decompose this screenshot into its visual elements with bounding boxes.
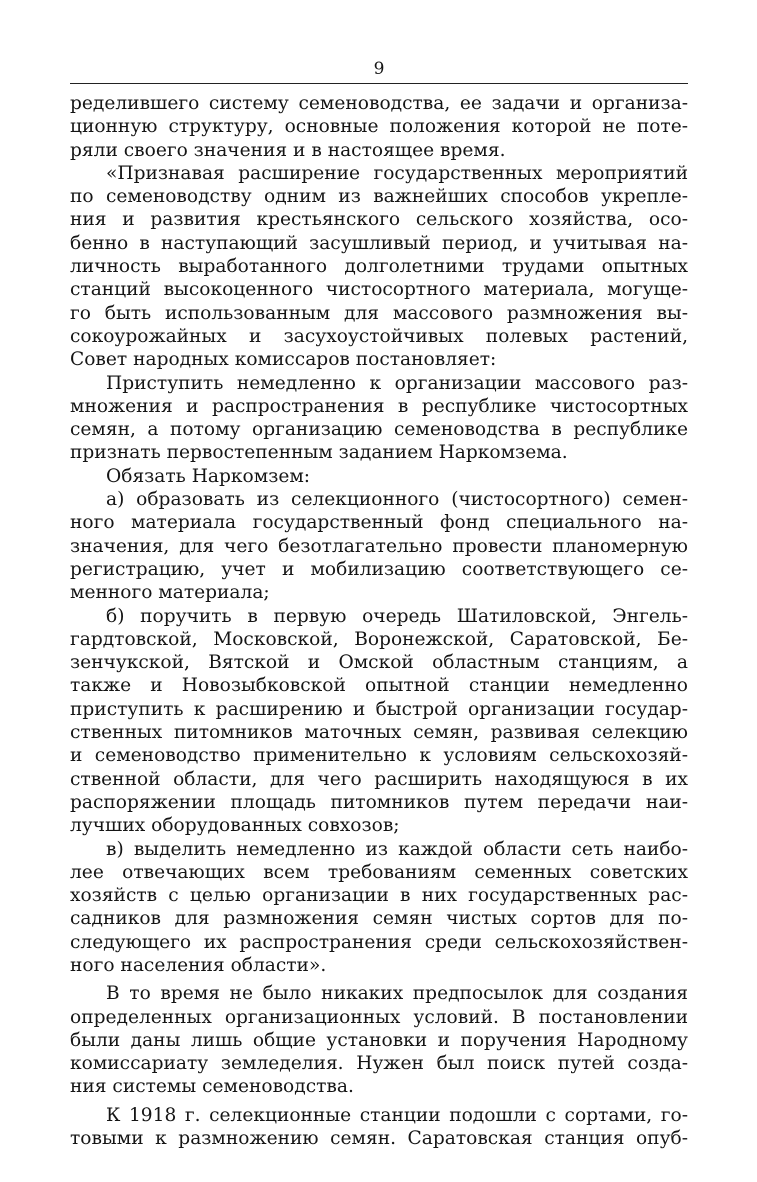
text-line: ния системы семеноводства.: [70, 1076, 354, 1098]
text-line: семян, а потому организацию семеноводства в республике: [70, 419, 688, 441]
text-line: Приступить немедленно к организации массового раз-: [106, 372, 688, 394]
text-line: ственных питомников маточных семян, развивая селекцию: [70, 722, 688, 744]
text-line: «Признавая расширение государственных мероприятий: [106, 162, 688, 184]
text-line: лее отвечающих всем требованиям семенных советских: [70, 861, 688, 883]
text-line: зенчукской, Вятской и Омской областным станциям, а: [70, 652, 688, 674]
text-line: были даны лишь общие установки и поручения Народному: [70, 1029, 688, 1051]
text-line: регистрацию, учет и мобилизацию соответствующего се-: [70, 558, 688, 580]
text-line: комиссариату земледелия. Нужен был поиск путей созда-: [70, 1053, 688, 1075]
text-line: садников для размножения семян чистых сортов для по-: [70, 908, 688, 930]
text-line: ределившего систему семеноводства, ее задачи и организа-: [70, 93, 688, 114]
text-line: ряли своего значения и в настоящее время.: [70, 139, 506, 161]
text-line: и семеноводство применительно к условиям сельскохозяй-: [70, 745, 688, 767]
text-line: признать первостепенным заданием Наркомзема.: [70, 442, 568, 464]
text-line: а) образовать из селекционного (чистосортного) семен-: [106, 489, 688, 511]
text-line: гардтовской, Московской, Воронежской, Саратовской, Бе-: [70, 628, 688, 650]
text-line: в) выделить немедленно из каждой области сеть наибо-: [106, 838, 688, 860]
text-line: Совет народных комиссаров постановляет:: [70, 349, 497, 371]
text-line: товыми к размножению семян. Саратовская станция опуб-: [70, 1128, 688, 1150]
text-line: также и Новозыбковской опытной станции немедленно: [70, 675, 688, 697]
text-line: ния и развития крестьянского сельского хозяйства, осо-: [70, 209, 688, 231]
text-line: б) поручить в первую очередь Шатиловской, Энгель-: [106, 605, 688, 627]
text-line: бенно в наступающий засушливый период, и учитывая на-: [70, 232, 688, 254]
text-line: К 1918 г. селекционные станции подошли с сортами, го-: [106, 1104, 688, 1126]
text-line: менного материала;: [70, 582, 270, 604]
text-line: лучших оборудованных совхозов;: [70, 815, 400, 837]
text-line: сокоурожайных и засухоустойчивых полевых растений,: [70, 325, 688, 347]
text-line: Обязать Наркомзем:: [106, 465, 311, 487]
header-rule: [70, 83, 688, 84]
text-line: станций высокоценного чистосортного материала, могуще-: [70, 279, 688, 301]
text-line: хозяйств с целью организации в них государственных рас-: [70, 885, 688, 907]
text-line: множения и распространения в республике чистосортных: [70, 395, 688, 417]
text-line: ного материала государственный фонд специального на-: [70, 512, 688, 534]
text-line: следующего их распространения среди сельскохозяйствен-: [70, 931, 688, 953]
text-line: значения, для чего безотлагательно провести планомерную: [70, 535, 688, 557]
text-line: по семеноводству одним из важнейших способов укрепле-: [70, 186, 688, 208]
text-line: го быть использованным для массового размножения вы-: [70, 302, 688, 324]
text-line: ственной области, для чего расширить находящуюся в их: [70, 768, 688, 790]
text-line: приступить к расширению и быстрой организации государ-: [70, 698, 688, 720]
text-line: ного населения области».: [70, 954, 327, 976]
text-line: личность выработанного долголетними трудами опытных: [70, 256, 688, 278]
book-page: [70, 58, 688, 1150]
text-line: ционную структуру, основные положения которой не поте-: [70, 116, 688, 138]
text-line: определенных организационных условий. В постановлении: [70, 1006, 688, 1028]
text-line: В то время не было никаких предпосылок для создания: [106, 983, 688, 1005]
text-line: распоряжении площадь питомников путем передачи наи-: [70, 791, 688, 813]
body-text: [70, 92, 688, 1150]
page-number: 9: [373, 59, 385, 79]
